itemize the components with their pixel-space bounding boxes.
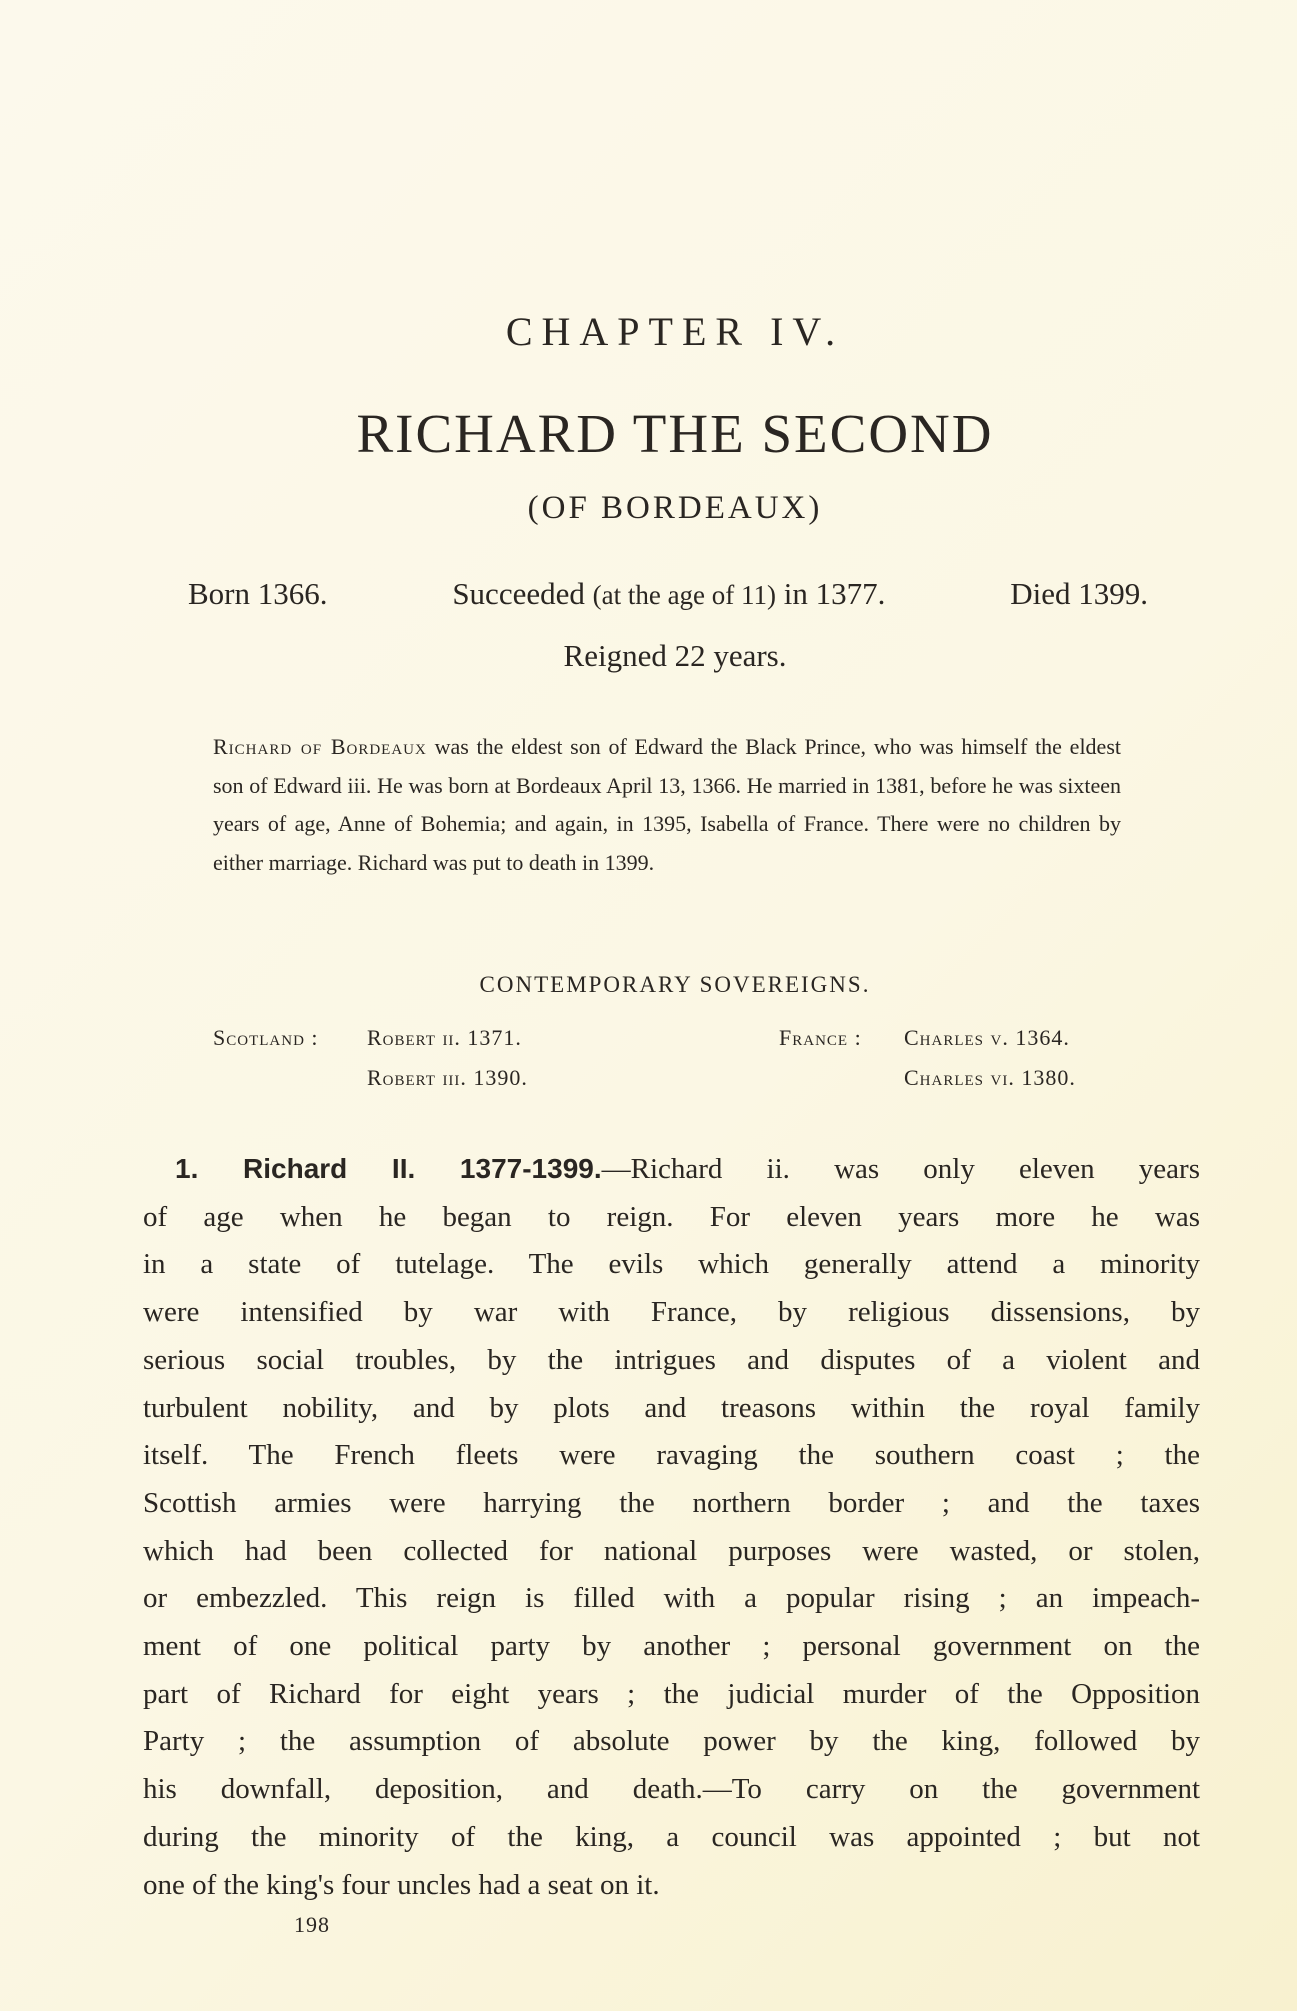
born-date: Born 1366.: [188, 576, 328, 611]
chapter-title: RICHARD THE SECOND: [356, 403, 994, 464]
section-line: which had been collected for national purposes were wasted, or stolen,: [143, 1534, 1200, 1567]
page-number: 198: [294, 1912, 330, 1937]
succeeded-age-note: (at the age of 11): [592, 580, 777, 610]
section-line: of age when he began to reign. For eleven years more he was: [143, 1200, 1200, 1233]
section-line: 1. Richard II. 1377-1399.—Richard ii. was only eleven years: [175, 1153, 1200, 1185]
section-body: [143, 1145, 1200, 1909]
section-line: part of Richard for eight years ; the judicial murder of the Opposition: [143, 1677, 1200, 1710]
section-line: his downfall, deposition, and death.—To carry on the government: [143, 1773, 1200, 1806]
reign-length: Reigned 22 years.: [563, 638, 787, 673]
scotland-label: Scotland :: [213, 1025, 319, 1050]
scotland-sovereign-2: Robert iii. 1390.: [367, 1065, 528, 1090]
france-label: France :: [779, 1025, 862, 1050]
reign-dates: [188, 576, 1148, 612]
died-date: Died 1399.: [1010, 576, 1148, 611]
succeeded-date: Succeeded (at the age of 11) in 1377.: [452, 576, 886, 611]
intro-text: was the eldest son of Edward the Black Prince, who was himself the eldest son of Edward iii. He was born at Bordeaux April 13, 1366. He married in 1381, before he was sixteen years of age, Anne of Bohemia; and again, in 1395, Isabella of France. There were no children by either marriage. Richard was put to death in 1399.: [213, 734, 1121, 875]
section-line: Party ; the assumption of absolute power by the king, followed by: [143, 1725, 1200, 1758]
section-line: or embezzled. This reign is filled with a popular rising ; an impeach-: [143, 1582, 1200, 1615]
section-heading: 1. Richard II. 1377-1399.: [175, 1153, 602, 1184]
section-line: were intensified by war with France, by religious dissensions, by: [143, 1296, 1200, 1329]
section-line: serious social troubles, by the intrigues and disputes of a violent and: [143, 1343, 1200, 1376]
section-line: one of the king's four uncles had a seat on it.: [143, 1868, 660, 1901]
section-line: turbulent nobility, and by plots and treasons within the royal family: [143, 1391, 1200, 1424]
section-line: during the minority of the king, a council was appointed ; but not: [143, 1820, 1200, 1853]
intro-name: Richard of Bordeaux: [213, 734, 427, 759]
france-sovereign-1: Charles v. 1364.: [904, 1025, 1070, 1050]
intro-paragraph: [213, 728, 1121, 882]
france-sovereign-2: Charles vi. 1380.: [904, 1065, 1076, 1090]
section-line: itself. The French fleets were ravaging the southern coast ; the: [143, 1439, 1200, 1472]
section-line: ment of one political party by another ; personal government on the: [143, 1630, 1200, 1663]
section-line: in a state of tutelage. The evils which generally attend a minority: [143, 1248, 1200, 1281]
contemporary-heading: CONTEMPORARY SOVEREIGNS.: [479, 972, 871, 997]
section-line: Scottish armies were harrying the northern border ; and the taxes: [143, 1486, 1200, 1519]
scotland-sovereign-1: Robert ii. 1371.: [367, 1025, 522, 1050]
chapter-label: CHAPTER IV.: [505, 309, 845, 354]
chapter-subtitle: (OF BORDEAUX): [527, 490, 823, 526]
